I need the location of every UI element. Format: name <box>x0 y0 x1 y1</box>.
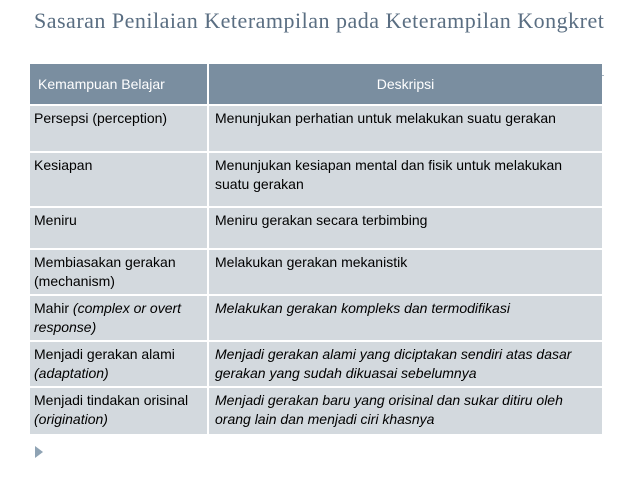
description-cell: Melakukan gerakan mekanistik <box>208 249 602 295</box>
ability-text: Menjadi tindakan orisinal <box>34 392 189 408</box>
slide-title: Sasaran Penilaian Keterampilan pada Keterampilan Kongkret <box>34 8 605 33</box>
ability-cell: Kesiapan <box>30 152 208 207</box>
table-row <box>30 207 602 249</box>
ability-cell <box>30 295 208 341</box>
ability-english-term: (adaptation) <box>34 365 109 381</box>
table-row <box>30 249 602 295</box>
table-row <box>30 341 602 387</box>
table-row <box>30 387 602 435</box>
description-cell: Menunjukan kesiapan mental dan fisik untuk melakukan suatu gerakan <box>208 152 602 207</box>
table-row <box>30 152 602 207</box>
ability-english-term: (complex or overt response) <box>34 300 182 335</box>
ability-cell: Membiasakan gerakan (mechanism) <box>30 249 208 295</box>
skills-table <box>30 64 602 436</box>
description-cell: Menjadi gerakan alami yang diciptakan sendiri atas dasar gerakan yang sudah dikuasai sebelumnya <box>208 341 602 387</box>
triangle-bullet-icon <box>35 446 43 458</box>
ability-cell <box>30 387 208 435</box>
ability-cell: Meniru <box>30 207 208 249</box>
ability-english-term: (origination) <box>34 411 108 427</box>
description-cell: Menunjukan perhatian untuk melakukan suatu gerakan <box>208 105 602 152</box>
table-row <box>30 295 602 341</box>
table-header-row <box>30 64 602 105</box>
description-cell: Melakukan gerakan kompleks dan termodifikasi <box>208 295 602 341</box>
description-cell: Menjadi gerakan baru yang orisinal dan sukar ditiru oleh orang lain dan menjadi ciri khasnya <box>208 387 602 435</box>
header-deskripsi: Deskripsi <box>208 64 602 105</box>
ability-text: Menjadi gerakan alami <box>34 346 175 362</box>
ability-cell <box>30 341 208 387</box>
table-row <box>30 105 602 152</box>
description-cell: Meniru gerakan secara terbimbing <box>208 207 602 249</box>
header-kemampuan-belajar: Kemampuan Belajar <box>30 64 208 105</box>
ability-cell: Persepsi (perception) <box>30 105 208 152</box>
ability-text: Mahir <box>34 300 70 316</box>
